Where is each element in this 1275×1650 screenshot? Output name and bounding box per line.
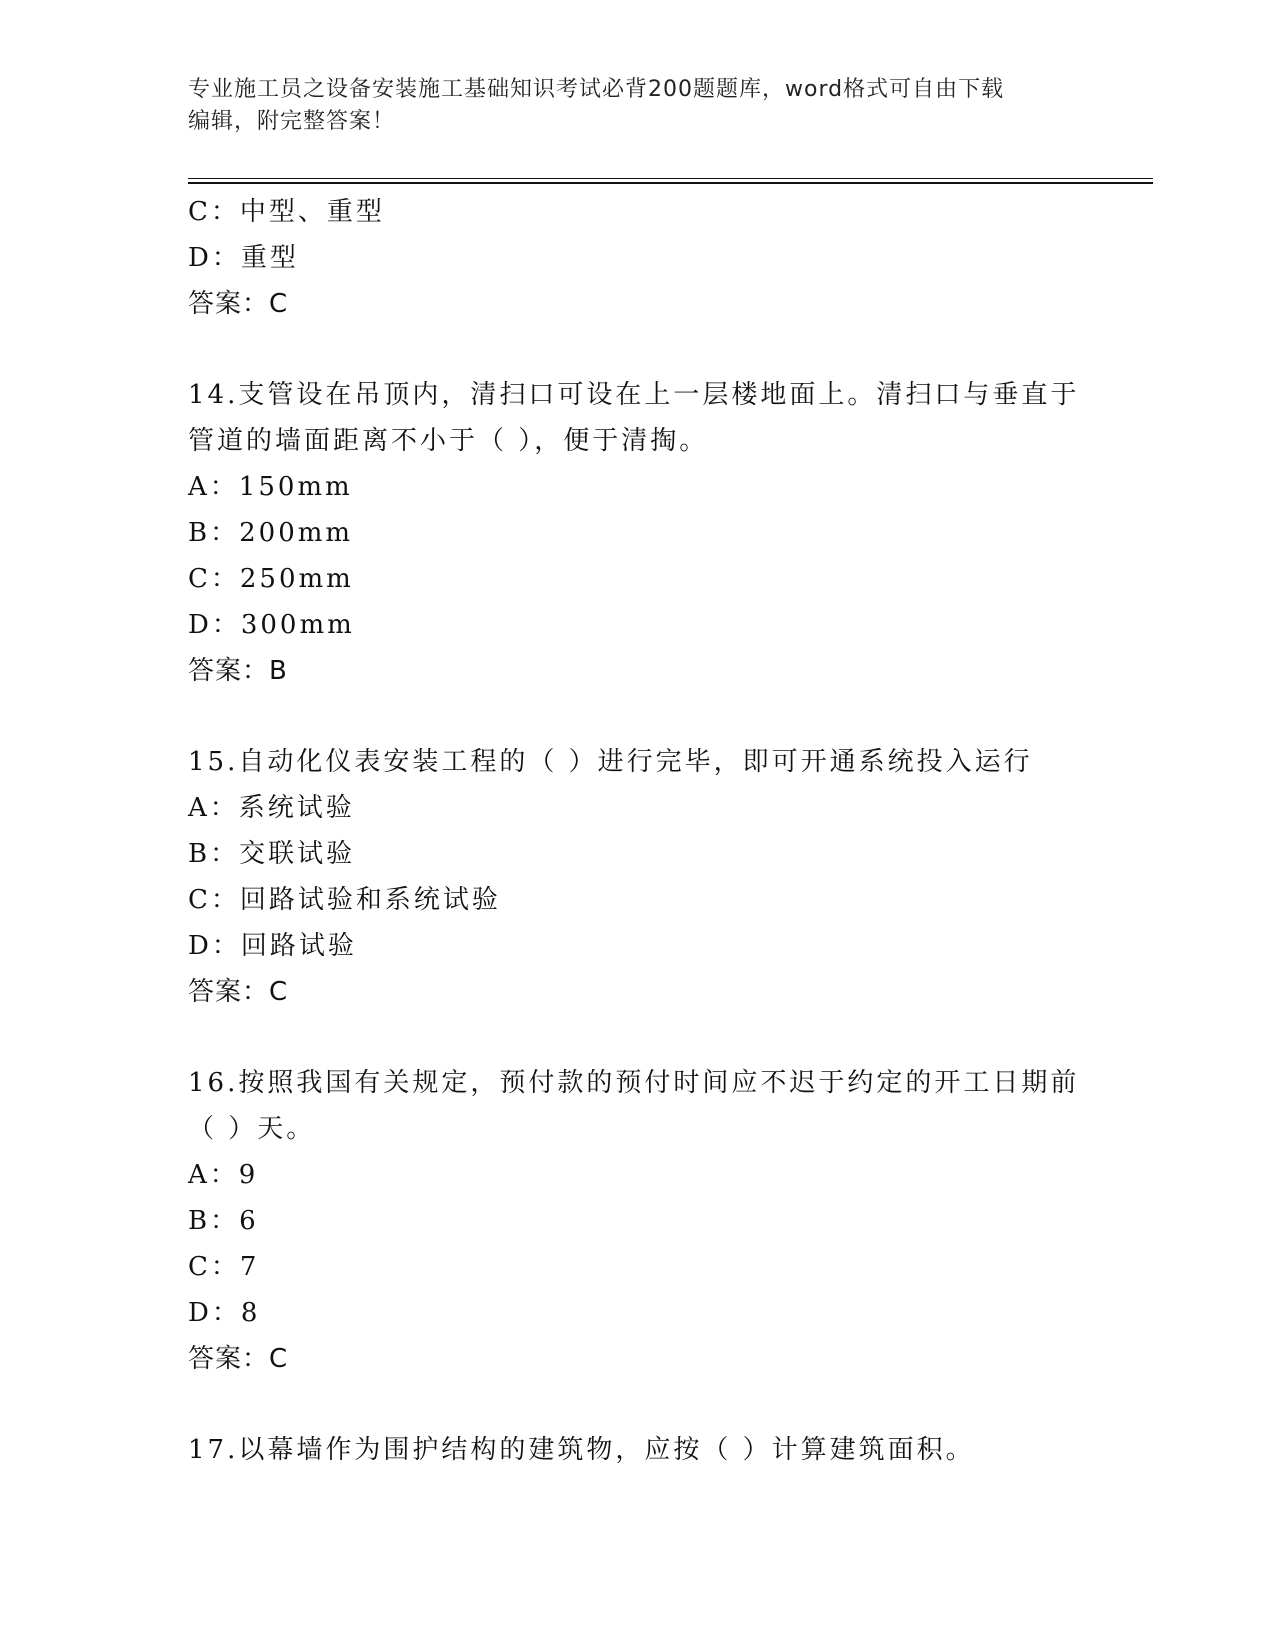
option-b: B：200mm [188,518,354,548]
header-line-2: 编辑，附完整答案！ [188,109,396,134]
header-divider-thin [188,178,1153,179]
option-b: B：交联试验 [188,839,356,869]
answer-line: 答案：C [188,977,289,1007]
option-c: C：250mm [188,564,354,594]
question-stem-continued: 管道的墙面距离不小于（ ），便于清掏。 [188,426,709,456]
spacer [188,1382,1088,1427]
question-13-tail [188,189,1088,327]
option-d: D：重型 [188,243,299,273]
document-header [188,74,1088,138]
option-d: D：300mm [188,610,355,640]
header-line-1: 专业施工员之设备安装施工基础知识考试必背200题题库，word格式可自由下载 [188,77,1005,102]
option-a: A：系统试验 [188,793,355,823]
option-c: C：中型、重型 [188,197,385,227]
spacer [188,694,1088,739]
option-c: C：回路试验和系统试验 [188,885,501,915]
question-14 [188,372,1088,694]
option-d: D：8 [188,1298,261,1328]
answer-line: 答案：B [188,656,288,686]
header-divider-thick [188,182,1153,184]
option-a: A：9 [188,1160,259,1190]
spacer [188,327,1088,372]
option-a: A：150mm [188,472,353,502]
spacer [188,1015,1088,1060]
option-d: D：回路试验 [188,931,357,961]
question-list [188,189,1088,1473]
question-stem: 14.支管设在吊顶内，清扫口可设在上一层楼地面上。清扫口与垂直于 [188,380,1080,410]
answer-line: 答案：C [188,289,289,319]
question-16 [188,1060,1088,1382]
question-stem: 15.自动化仪表安装工程的（ ）进行完毕，即可开通系统投入运行 [188,747,1033,777]
answer-line: 答案：C [188,1344,289,1374]
question-stem: 16.按照我国有关规定，预付款的预付时间应不迟于约定的开工日期前 [188,1068,1080,1098]
question-17 [188,1427,1088,1473]
question-stem: 17.以幕墙作为围护结构的建筑物，应按（ ）计算建筑面积。 [188,1435,975,1465]
question-stem-continued: （ ）天。 [188,1114,316,1144]
option-b: B：6 [188,1206,259,1236]
option-c: C：7 [188,1252,260,1282]
question-15 [188,739,1088,1015]
